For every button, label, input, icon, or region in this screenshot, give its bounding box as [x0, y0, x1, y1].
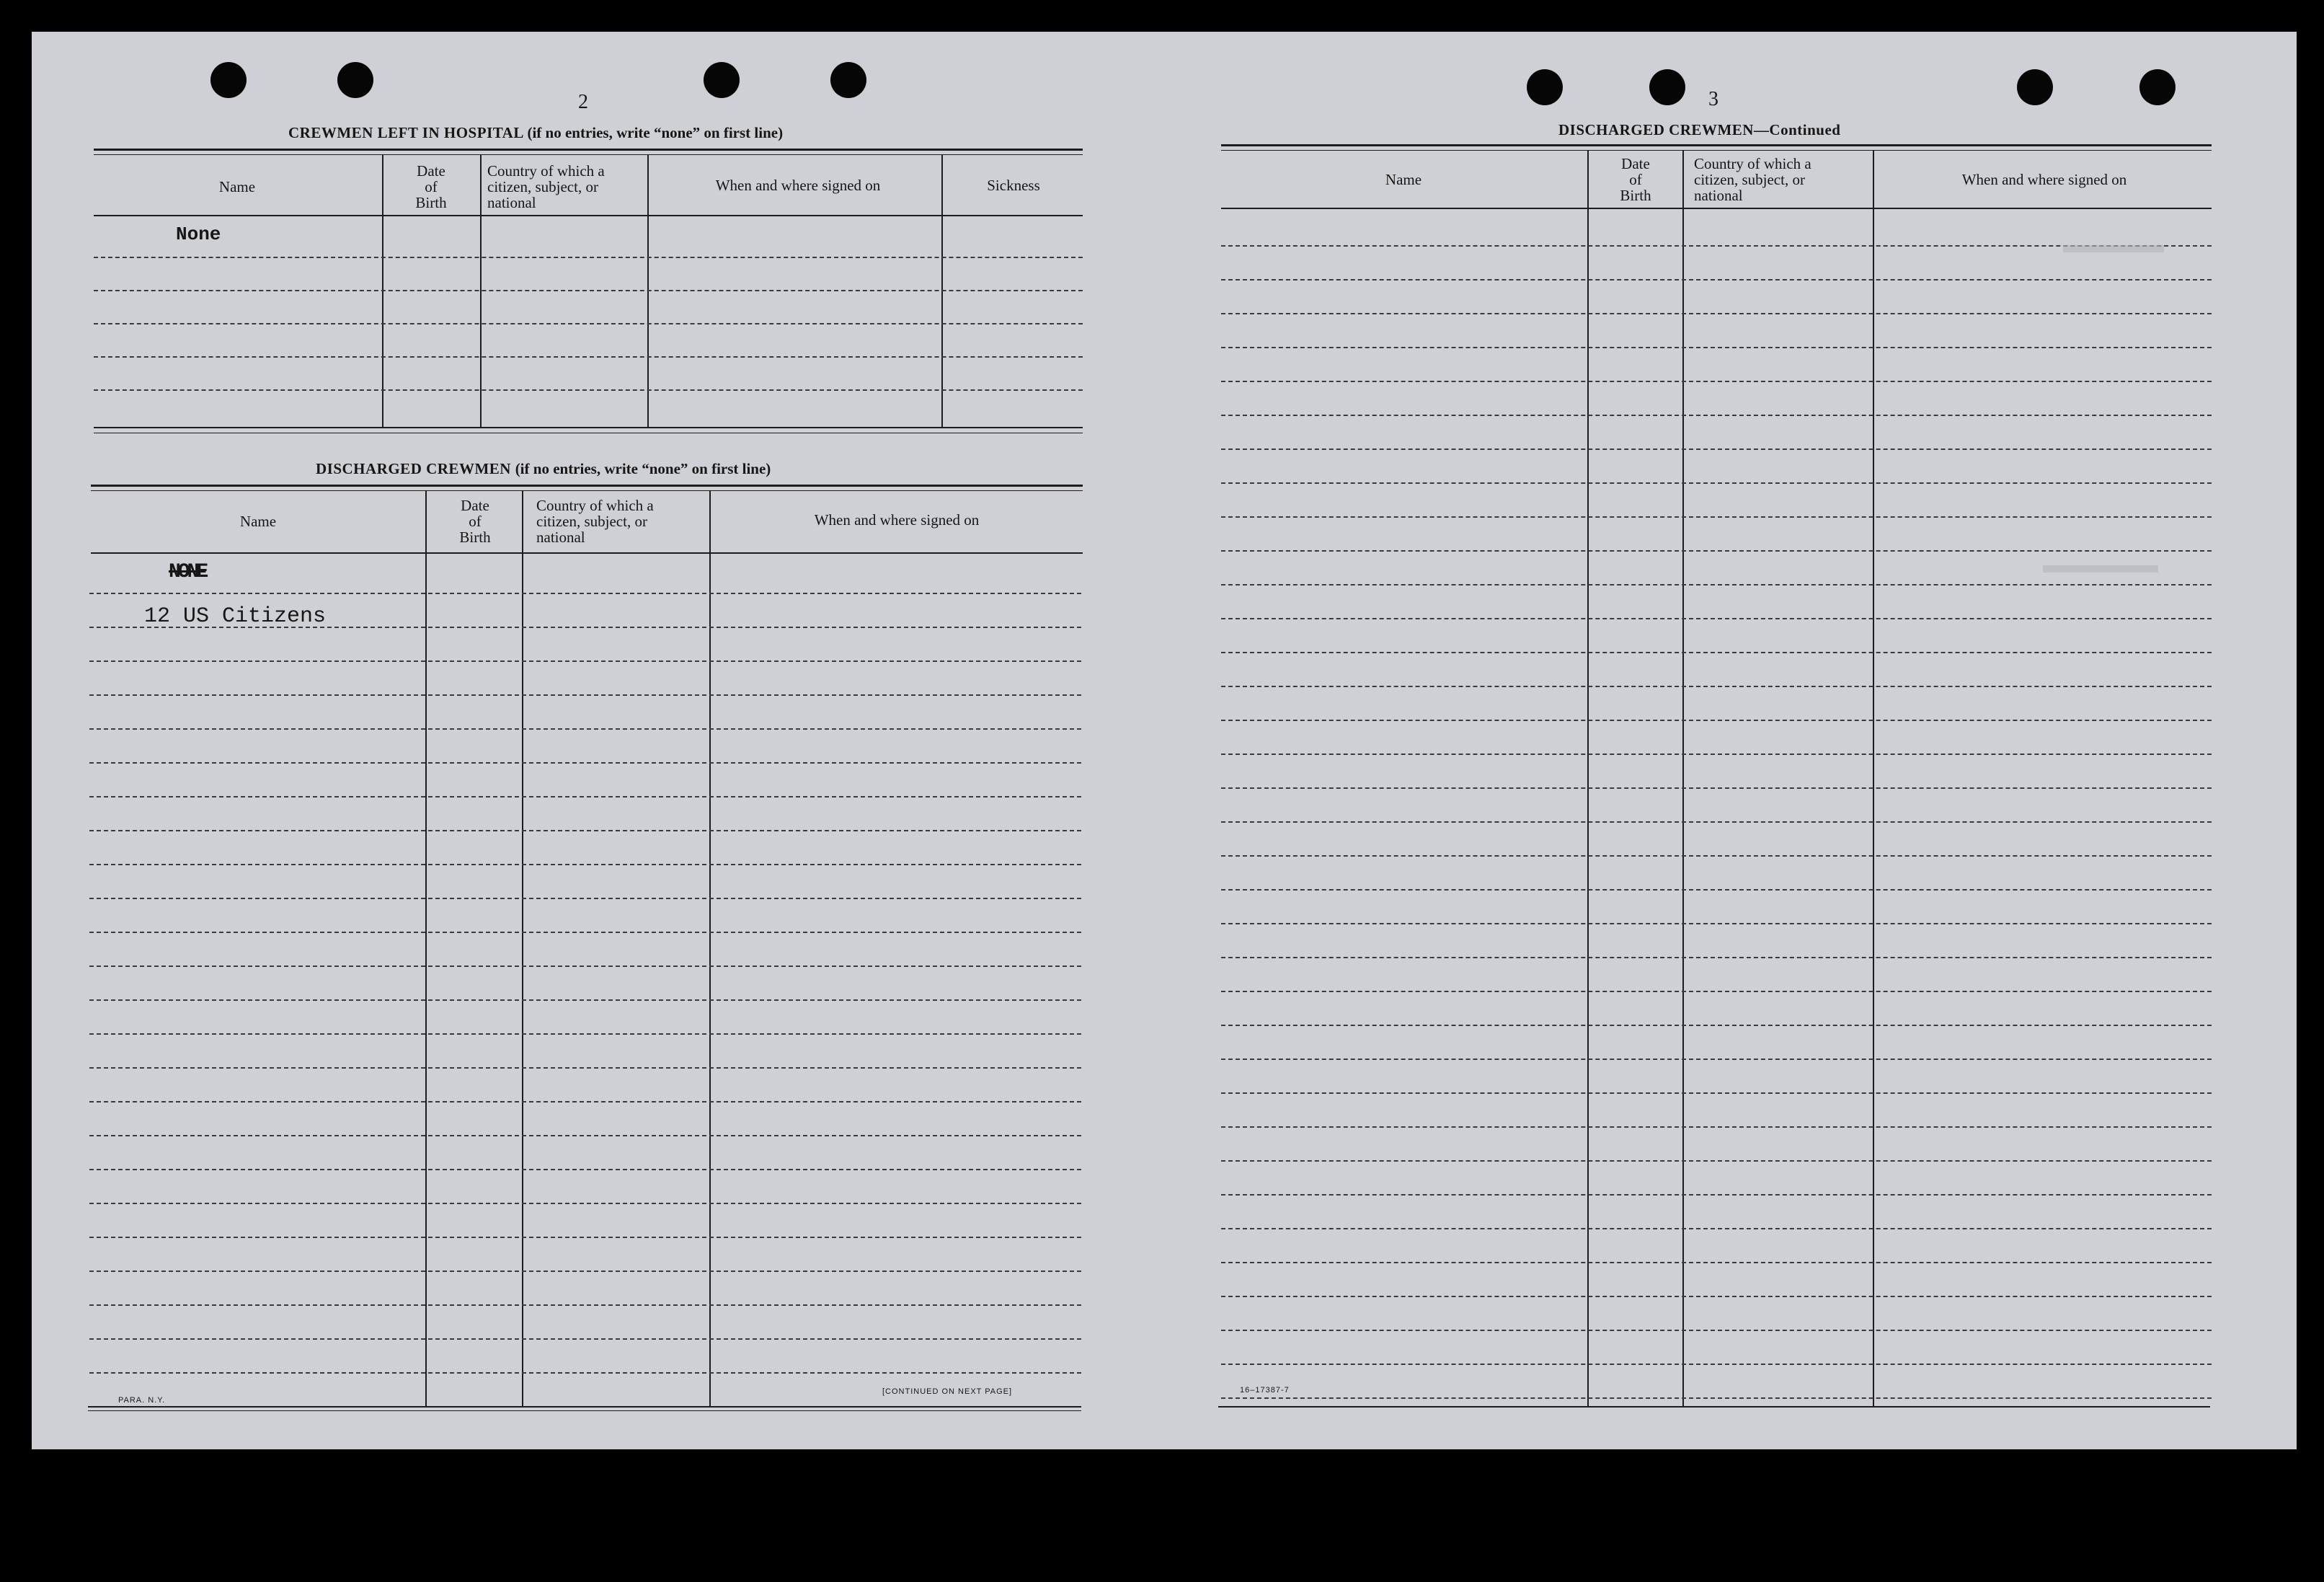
- header-underline: [91, 552, 1083, 554]
- rule: [94, 427, 1083, 428]
- page-number: 2: [578, 91, 588, 113]
- entry-line: [1221, 1364, 2212, 1365]
- bleed-through-mark: [2063, 245, 2164, 252]
- entry-line: [89, 1135, 1081, 1136]
- discharged-section-title: DISCHARGED CREWMEN: [316, 460, 511, 477]
- rule: [1218, 1406, 2210, 1408]
- entry-line: [1221, 1228, 2212, 1229]
- entry-line: [89, 728, 1081, 730]
- col-header-country: Country of which a citizen, subject, or national: [536, 497, 654, 546]
- footer-form-number: 16–17387-7: [1240, 1386, 1290, 1395]
- entry-line: [1221, 415, 2212, 416]
- entry-line: [89, 932, 1081, 933]
- punch-hole: [337, 62, 373, 98]
- entry-line: [89, 999, 1081, 1001]
- right-page-title: DISCHARGED CREWMEN—Continued: [1558, 121, 1841, 138]
- entry-line: [1221, 889, 2212, 891]
- col-header-country: Country of which a citizen, subject, or national: [1694, 155, 1811, 204]
- col-header-signed-on: When and where signed on: [814, 511, 980, 529]
- entry-line: [1221, 1397, 2212, 1399]
- entry-line: [94, 290, 1083, 291]
- header-underline: [1221, 208, 2212, 209]
- col-header-signed-on: When and where signed on: [1961, 171, 2127, 188]
- entry-line: [1221, 787, 2212, 789]
- entry-line: [1221, 1330, 2212, 1331]
- page-number: 3: [1708, 88, 1718, 110]
- entry-line: [1221, 1059, 2212, 1060]
- entry-line: [1221, 652, 2212, 653]
- entry-line: [89, 1169, 1081, 1170]
- entry-line: [1221, 1296, 2212, 1297]
- entry-line: [89, 864, 1081, 865]
- rule: [91, 485, 1083, 487]
- entry-line: [1221, 821, 2212, 823]
- entry-line: [1221, 1160, 2212, 1162]
- entry-line: [1221, 1194, 2212, 1196]
- rule: [91, 490, 1083, 491]
- punch-hole: [1527, 69, 1563, 105]
- entry-line: [1221, 957, 2212, 958]
- entry-line: [89, 762, 1081, 764]
- entry-line: [89, 1033, 1081, 1035]
- entry-line: [89, 1101, 1081, 1102]
- col-header-country: Country of which a citizen, subject, or national: [487, 162, 605, 211]
- entry-line: [94, 323, 1083, 324]
- entry-line: [89, 965, 1081, 967]
- rule: [94, 154, 1083, 155]
- col-header-name: Name: [239, 513, 277, 530]
- column-divider: [382, 154, 383, 428]
- entry-line: [1221, 754, 2212, 755]
- entry-line: [1221, 550, 2212, 552]
- bleed-through-mark: [2043, 565, 2158, 573]
- footer-continued: [CONTINUED ON NEXT PAGE]: [882, 1387, 1013, 1396]
- col-header-dob: Date of Birth: [459, 497, 491, 546]
- entry-line: [1221, 1262, 2212, 1263]
- entry-line: [1221, 482, 2212, 484]
- form-sheet: [32, 32, 2297, 1449]
- entry-line: [1221, 584, 2212, 585]
- column-divider: [1587, 150, 1589, 1408]
- entry-line: [94, 389, 1083, 391]
- col-header-name: Name: [218, 178, 256, 195]
- entry-line: [89, 593, 1081, 594]
- hospital-section-note: (if no entries, write “none” on first line): [527, 124, 784, 141]
- col-header-name: Name: [1385, 171, 1422, 188]
- punch-hole: [210, 62, 247, 98]
- entry-line: [1221, 686, 2212, 687]
- entry-line: [89, 1338, 1081, 1340]
- column-divider: [941, 154, 943, 428]
- footer-printer-mark: PARA. N.Y.: [118, 1396, 166, 1405]
- entry-line: [1221, 279, 2212, 280]
- entry-line: [1221, 720, 2212, 721]
- column-divider: [647, 154, 649, 428]
- entry-line: [89, 1372, 1081, 1374]
- entry-line: [1221, 855, 2212, 857]
- entry-line: [89, 1304, 1081, 1306]
- entry-line: [1221, 991, 2212, 992]
- rule: [94, 149, 1083, 151]
- punch-hole: [830, 62, 866, 98]
- discharged-section-title-row: [316, 460, 771, 478]
- col-header-sickness: Sickness: [987, 177, 1040, 194]
- header-underline: [94, 215, 1083, 216]
- column-divider: [480, 154, 482, 428]
- entry-line: [1221, 1126, 2212, 1128]
- col-header-dob: Date of Birth: [1620, 155, 1651, 204]
- punch-hole: [2017, 69, 2053, 105]
- struck-through-entry: NONE: [169, 561, 206, 583]
- entry-line: [1221, 516, 2212, 518]
- rule: [1221, 144, 2212, 146]
- entry-line: [89, 1203, 1081, 1204]
- hospital-section-title: CREWMEN LEFT IN HOSPITAL: [288, 124, 523, 141]
- entry-line: [1221, 347, 2212, 348]
- hospital-entry-none: None: [176, 224, 221, 245]
- col-header-dob: Date of Birth: [415, 162, 447, 211]
- entry-line: [89, 1067, 1081, 1069]
- discharged-entry: 12 US Citizens: [144, 604, 327, 629]
- entry-line: [1221, 1025, 2212, 1026]
- column-divider: [1873, 150, 1874, 1408]
- entry-line: [94, 356, 1083, 358]
- rule: [88, 1406, 1081, 1408]
- rule: [88, 1410, 1081, 1411]
- entry-line: [1221, 313, 2212, 314]
- entry-line: [94, 257, 1083, 258]
- discharged-section-note: (if no entries, write “none” on first line): [515, 460, 771, 477]
- entry-line: [89, 796, 1081, 797]
- entry-line: [1221, 381, 2212, 382]
- entry-line: [89, 1237, 1081, 1238]
- entry-line: [1221, 923, 2212, 924]
- entry-line: [1221, 618, 2212, 619]
- rule: [1221, 150, 2212, 151]
- entry-line: [1221, 1092, 2212, 1094]
- hospital-section-title-row: [288, 124, 783, 142]
- punch-hole: [1649, 69, 1685, 105]
- entry-line: [89, 660, 1081, 662]
- punch-hole: [704, 62, 740, 98]
- col-header-signed-on: When and where signed on: [715, 177, 881, 194]
- punch-hole: [2139, 69, 2176, 105]
- entry-line: [89, 898, 1081, 899]
- entry-line: [89, 694, 1081, 696]
- column-divider: [1682, 150, 1684, 1408]
- entry-line: [89, 830, 1081, 831]
- entry-line: [1221, 448, 2212, 450]
- entry-line: [89, 1271, 1081, 1272]
